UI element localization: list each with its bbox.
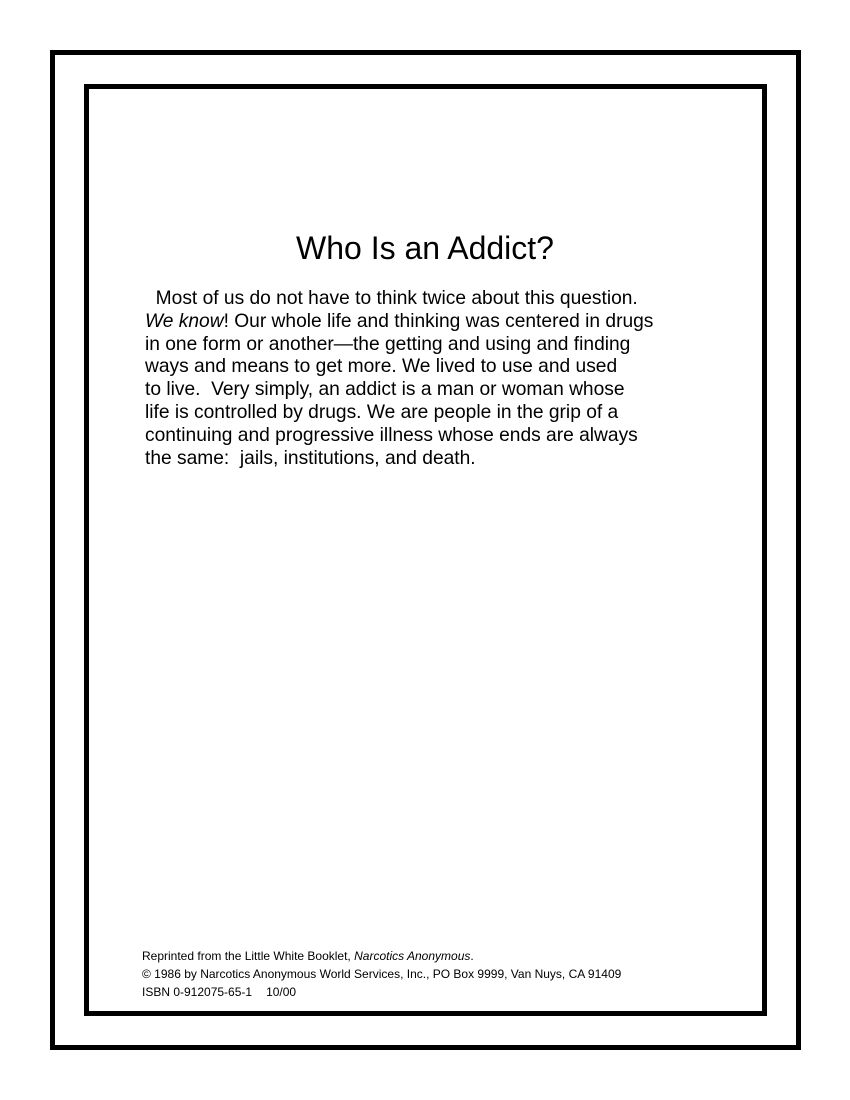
body-line — [145, 311, 705, 334]
body-line: life is controlled by drugs. We are people in the grip of a — [145, 401, 619, 423]
reprint-prefix: Reprinted from the Little White Booklet, — [142, 949, 355, 963]
body-line: the same: jails, institutions, and death. — [145, 447, 476, 469]
body-paragraph — [145, 288, 705, 470]
body-line-rest: ! Our whole life and thinking was centered in drugs — [223, 310, 654, 332]
page-title: Who Is an Addict? — [296, 230, 554, 266]
footer-credits — [142, 947, 742, 1001]
body-line: Most of us do not have to think twice about this question. — [145, 288, 638, 309]
isbn-line — [142, 983, 742, 1001]
body-line: ways and means to get more. We lived to use and used — [145, 356, 618, 378]
isbn-number: ISBN 0-912075-65-1 — [142, 985, 253, 999]
reprint-line — [142, 947, 742, 965]
body-line: in one form or another—the getting and using and finding — [145, 333, 631, 355]
body-line: to live. Very simply, an addict is a man or woman whose — [145, 379, 625, 401]
reprint-source: Narcotics Anonymous — [354, 949, 471, 963]
edition-code: 10/00 — [266, 985, 297, 999]
body-line: continuing and progressive illness whose ends are always — [145, 424, 638, 446]
emphasis-text: We know — [145, 310, 224, 332]
inner-border — [84, 84, 767, 1016]
copyright-line: © 1986 by Narcotics Anonymous World Services, Inc., PO Box 9999, Van Nuys, CA 91409 — [142, 967, 622, 981]
reprint-suffix: . — [470, 949, 474, 963]
